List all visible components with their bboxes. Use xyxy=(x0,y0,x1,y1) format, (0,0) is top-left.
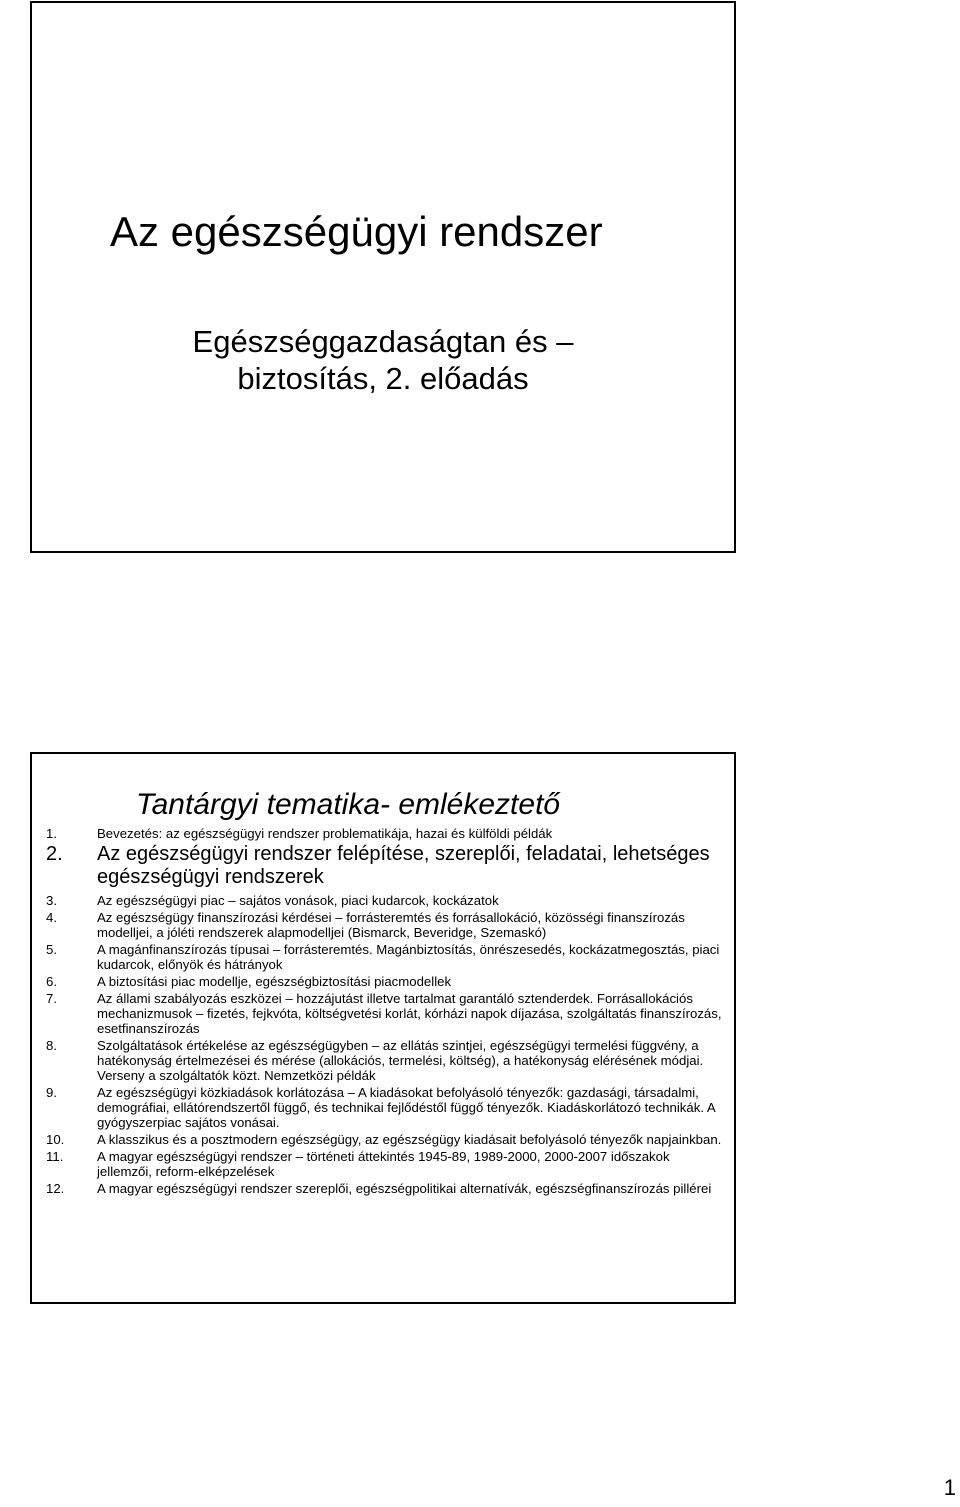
syllabus-item xyxy=(46,942,726,972)
syllabus-item xyxy=(46,1085,726,1130)
item-text: Az egészségügyi piac – sajátos vonások, piaci kudarcok, kockázatok xyxy=(97,893,499,908)
item-text: Az egészségügyi rendszer felépítése, szereplői, feladatai, lehetséges egészségügyi rendszerek xyxy=(97,843,710,888)
syllabus-item xyxy=(46,1038,726,1083)
item-number: 8. xyxy=(46,1038,57,1053)
item-text: A magyar egészségügyi rendszer – történeti áttekintés 1945-89, 1989-2000, 2000-2007 időszakok jellemzői, reform-elképzelések xyxy=(97,1149,670,1179)
syllabus-item xyxy=(46,1132,726,1147)
item-number: 5. xyxy=(46,942,57,957)
page-number: 1 xyxy=(943,1475,956,1500)
item-number: 11. xyxy=(46,1149,64,1164)
item-number: 3. xyxy=(46,893,57,908)
item-text: A klasszikus és a posztmodern egészségügy, az egészségügy kiadásait befolyásoló tényezők napjainkban. xyxy=(97,1132,722,1147)
syllabus-item xyxy=(46,826,726,841)
item-number: 2. xyxy=(46,843,63,865)
item-number: 9. xyxy=(46,1085,57,1100)
item-text: A magyar egészségügyi rendszer szereplői, egészségpolitikai alternatívák, egészségfinanszírozás pillérei xyxy=(97,1181,712,1196)
syllabus-item xyxy=(46,1149,726,1179)
syllabus-item xyxy=(46,991,726,1036)
slide-syllabus xyxy=(30,752,736,1304)
item-number: 1. xyxy=(46,826,57,841)
slide-title-heading: Az egészségügyi rendszer xyxy=(110,208,603,255)
syllabus-item xyxy=(46,910,726,940)
item-text: Az állami szabályozás eszközei – hozzájutást illetve tartalmat garantáló sztenderdek. Forrásallokációs mechanizmusok – fizetés, fejkvóta, költségvetési korlát, kórházi napok díjazása, szolgáltatás finanszírozás, esetfinanszírozás xyxy=(97,991,722,1036)
syllabus-item xyxy=(46,843,726,889)
syllabus-item xyxy=(46,1181,726,1196)
item-number: 6. xyxy=(46,974,57,989)
item-text: Az egészségügy finanszírozási kérdései – forrásteremtés és forrásallokáció, közösségi finanszírozás modelljei, a jóléti rendszerek alapmodelljei (Bismarck, Beveridge, Szemaskó) xyxy=(97,910,685,940)
item-text: Bevezetés: az egészségügyi rendszer problematikája, hazai és külföldi példák xyxy=(97,826,553,841)
item-text: A biztosítási piac modellje, egészségbiztosítási piacmodellek xyxy=(97,974,452,989)
slide-title xyxy=(30,1,736,553)
syllabus-item xyxy=(46,893,726,908)
item-text: A magánfinanszírozás típusai – forrásteremtés. Magánbiztosítás, önrészesedés, kockázatmegosztás, piaci kudarcok, előnyök és hátrányok xyxy=(97,942,720,972)
item-number: 4. xyxy=(46,910,57,925)
syllabus-heading: Tantárgyi tematika- emlékeztető xyxy=(136,788,561,821)
item-text: Szolgáltatások értékelése az egészségügyben – az ellátás szintjei, egészségügyi termelési függvény, a hatékonyság értelmezései és mérése (allokációs, termelési, költség), a hatékonyság elérésének módjai. Verseny a szolgáltatók közt. Nemzetközi példák xyxy=(97,1038,704,1083)
subtitle-line-1: Egészséggazdaságtan és – xyxy=(192,324,574,359)
syllabus-list xyxy=(46,826,726,1198)
item-number: 12. xyxy=(46,1181,65,1196)
syllabus-item xyxy=(46,974,726,989)
slide-subtitle xyxy=(32,323,734,397)
item-number: 7. xyxy=(46,991,57,1006)
subtitle-line-2: biztosítás, 2. előadás xyxy=(237,361,529,396)
item-text: Az egészségügyi közkiadások korlátozása – A kiadásokat befolyásoló tényezők: gazdasági, társadalmi, demográfiai, ellátórendszertől függő, és technikai fejlődéstől függő tényezők. Kiadáskorlátozó technikák. A gyógyszerpiac sajátos vonásai. xyxy=(97,1085,715,1130)
item-number: 10. xyxy=(46,1132,65,1147)
